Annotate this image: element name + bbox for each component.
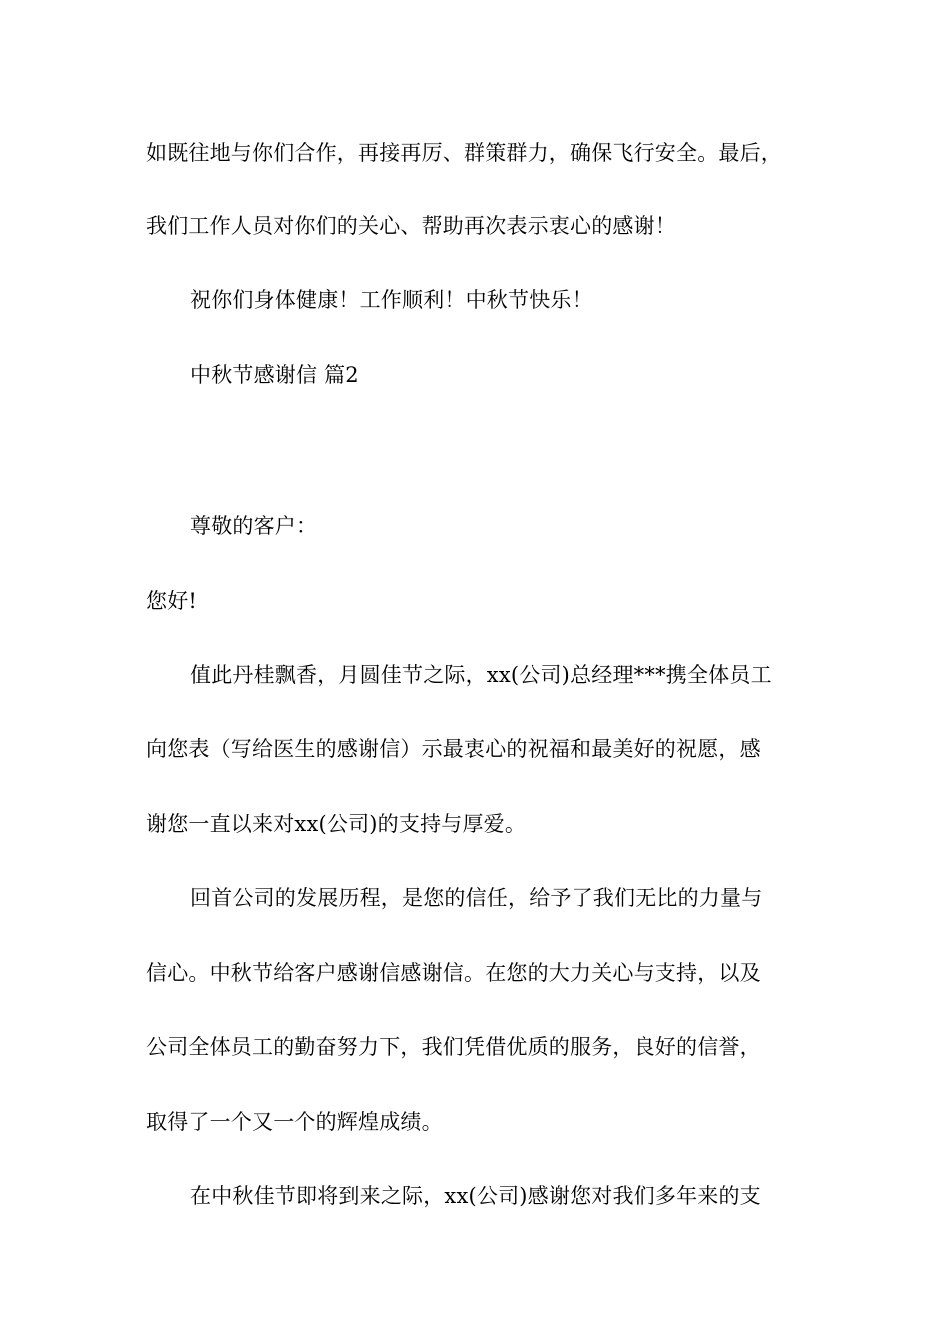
text-line-11: 信心。中秋节给客户感谢信感谢信。在您的大力关心与支持，以及 [146, 961, 761, 985]
text-line-2: 我们工作人员对你们的关心、帮助再次表示衷心的感谢！ [146, 214, 676, 238]
text-line-9: 谢您一直以来对xx(公司)的支持与厚爱。 [146, 812, 527, 836]
text-line-3: 祝你们身体健康！工作顺利！中秋节快乐！ [190, 288, 593, 312]
greeting: 您好! [146, 589, 198, 613]
text-line-14: 在中秋佳节即将到来之际，xx(公司)感谢您对我们多年来的支 [190, 1184, 761, 1208]
text-line-10: 回首公司的发展历程，是您的信任，给予了我们无比的力量与 [190, 886, 763, 910]
text-line-12: 公司全体员工的勤奋努力下，我们凭借优质的服务，良好的信誉， [146, 1035, 761, 1059]
text-line-13: 取得了一个又一个的辉煌成绩。 [146, 1110, 443, 1134]
text-line-7: 值此丹桂飘香，月圆佳节之际，xx(公司)总经理***携全体员工 [190, 663, 772, 687]
salutation: 尊敬的客户： [190, 514, 318, 538]
section-heading: 中秋节感谢信 篇2 [190, 363, 359, 387]
text-line-1: 如既往地与你们合作，再接再厉、群策群力，确保飞行安全。最后， [146, 141, 782, 165]
text-line-8: 向您表（写给医生的感谢信）示最衷心的祝福和最美好的祝愿，感 [146, 737, 761, 761]
